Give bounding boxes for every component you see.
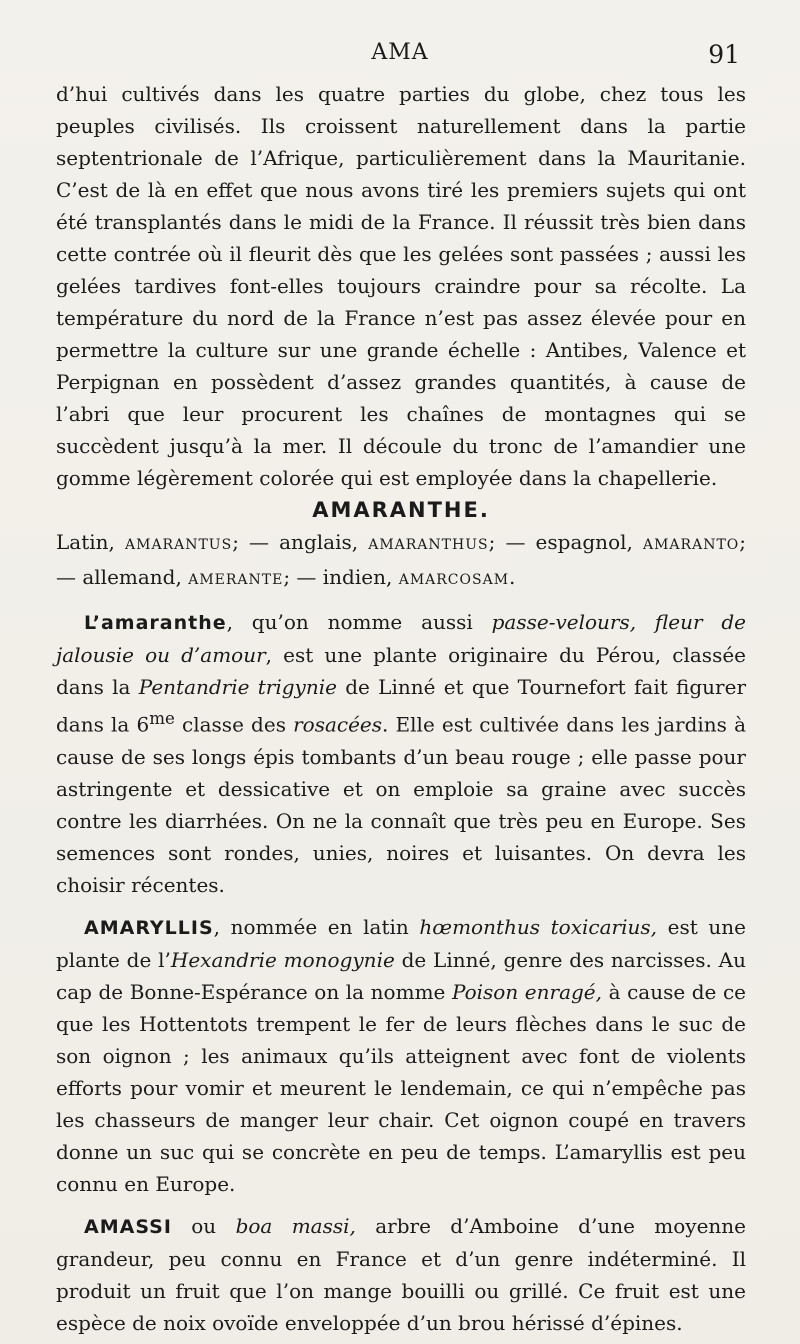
spanish-name: AMARANTO: [642, 537, 740, 553]
indian-name: AMARCOSAM: [398, 572, 510, 588]
paragraph-amassi: [56, 1210, 746, 1339]
page-body: [56, 78, 746, 1339]
german-name: AMERANTE: [188, 572, 284, 588]
italic-text: Poison enragé,: [451, 979, 602, 1004]
indian-label: ; — indien,: [283, 565, 393, 589]
italic-text: Pentandrie trigynie: [138, 675, 337, 699]
text: de Linné et que Tournefort fait figurer dans la 6: [56, 675, 747, 737]
english-name: AMARANTHUS: [368, 537, 489, 553]
italic-text: rosacées: [293, 712, 383, 737]
text: , nommée en latin: [213, 914, 420, 939]
italic-text: hœmonthus toxicarius,: [419, 914, 657, 939]
entry-heading-amaranthe: AMARANTHE.: [312, 498, 490, 522]
spanish-label: ; — espagnol,: [488, 530, 633, 554]
text: à cause de ce que les Hottentots trempent le fer de leurs flèches dans le suc de son oignon ; les animaux qu’ils atteignent avec font de violents efforts pour vomir et meurent le lendemain, ce qui n’empêche pas les chasseurs de manger leur chair. Cet oignon coupé en travers donne un suc qui se concrète en peu de temps. L’amaryllis est peu connu en Europe.: [56, 979, 747, 1196]
entry-term-amassi: AMASSI: [84, 1215, 172, 1238]
spacer: [56, 596, 746, 606]
italic-text: Hexandrie monogynie: [170, 947, 395, 972]
italic-text: boa massi,: [235, 1213, 356, 1238]
entry-term-amaryllis: AMARYLLIS: [84, 916, 214, 939]
superscript: me: [149, 709, 175, 728]
italic-text: passe-velours, fleur de jalousie ou d’amour: [56, 610, 746, 667]
text: . Elle est cultivée dans les jardins à cause de ses longs épis tombants d’un beau rouge ; elle passe pour astringente et dessicative et on emploie sa graine avec succès contre les diarrhées. On ne la connaît que très peu en Europe. Ses semences sont rondes, unies, noires et luisantes. On devra les choisir récentes.: [56, 712, 746, 897]
text: classe des: [174, 712, 294, 737]
entry-term-amaranthe: L’amaranthe: [84, 612, 227, 634]
latin-label: Latin,: [56, 530, 115, 554]
english-label: ; — anglais,: [232, 530, 359, 554]
paragraph-amandier-continued: d’hui cultivés dans les quatre parties du globe, chez tous les peuples civilisés. Ils croissent naturellement dans la partie septentrionale de l’Afrique, particulièrement dans la Mauritanie. C’est de là en effet que nous avons tiré les premiers sujets qui ont été transplantés dans le midi de la France. Il réussit très bien dans cette contrée où il fleurit dès que les gelées sont passées ; aussi les gelées tardives font-elles toujours craindre pour sa récolte. La température du nord de la France n’est pas assez élevée pour en permettre la culture sur une grande échelle : Antibes, Valence et Perpignan en possèdent d’assez grandes quantités, à cause de l’abri que leur procurent les chaînes de montagnes qui se succèdent jusqu’à la mer. Il découle du tronc de l’amandier une gomme légèrement colorée qui est employée dans la chapellerie.: [56, 82, 746, 490]
paragraph-amaranthe: [56, 606, 746, 901]
text: est une plante de l’: [56, 914, 746, 972]
text: , est une plante originaire du Pérou, classée dans la: [56, 643, 747, 699]
text: de Linné, genre des narcisses. Au cap de Bonne-Espérance on la nomme: [56, 947, 746, 1004]
running-header: [0, 40, 800, 80]
paragraph-amaryllis: [56, 911, 746, 1200]
text: ou: [171, 1213, 236, 1238]
spacer: [56, 1200, 746, 1210]
german-label: ; — allemand,: [56, 530, 747, 589]
running-title: AMA: [371, 40, 429, 65]
text: arbre d’Amboine d’une moyenne grandeur, peu connu en France et d’un genre indéterminé. Il produit un fruit que l’on mange bouilli ou grillé. Ce fruit est une espèce de noix ovoïde enveloppée d’un brou hérissé d’épines.: [56, 1213, 747, 1335]
text: , qu’on nomme aussi: [226, 610, 492, 634]
page-number: 91: [708, 40, 740, 69]
synonyms-end: .: [509, 565, 516, 589]
spacer: [56, 901, 746, 911]
synonyms-line: [56, 526, 746, 596]
latin-name: AMARANTUS: [125, 537, 233, 553]
